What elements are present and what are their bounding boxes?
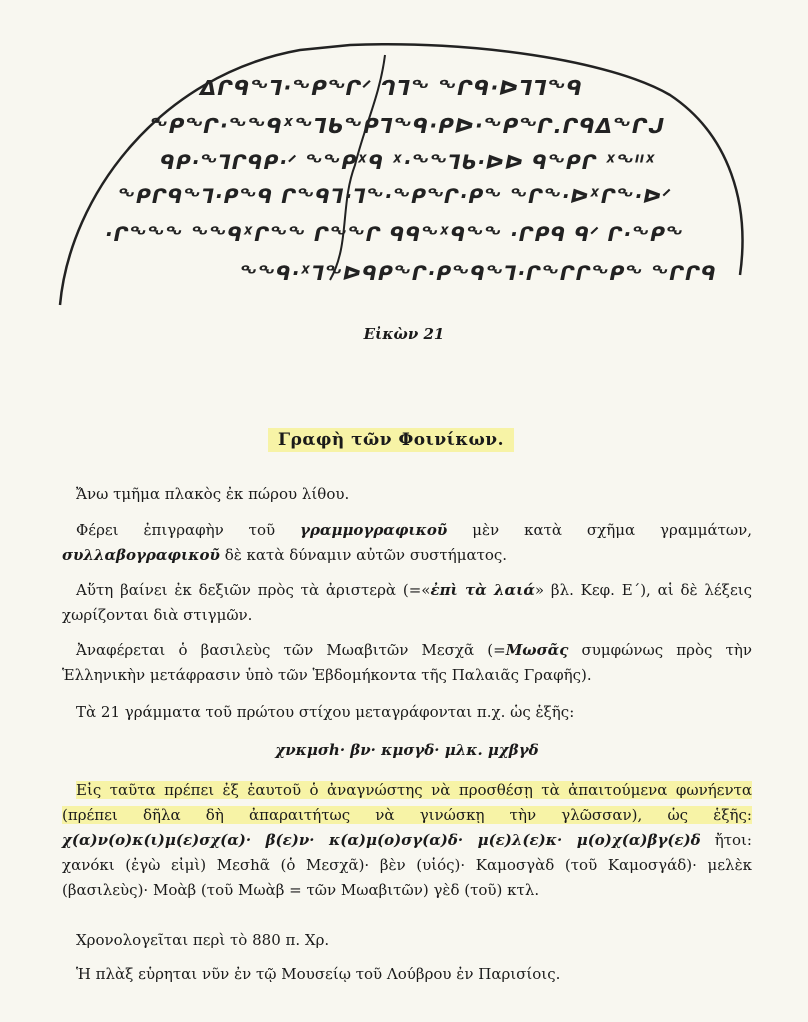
- inscription-line-4: ᖕᑭᒋᑫᖕᒣ·ᑭᖕᑫ ᒋᖕᑫᒣ·ᒣᖕ·ᖕᑭᖏ·ᑭᖕ ᖕᒋᖕ·ᐅᕽᒋᖕ·ᐅᐟ: [118, 184, 672, 208]
- p7-text-a: Εἰς ταῦτα πρέπει ἐξ ἑαυτοῦ ὁ ἀναγνώστης νὰ προσθέσῃ τὰ ἀπαιτούμενα φωνήεντα (πρέπει δῆλα δὴ ἀπαραιτήτως νὰ γινώσκῃ τὴν γλῶσσαν), ὡς ἑξῆς:: [62, 781, 752, 824]
- p3-text-a: Αὕτη βαίνει ἐκ δεξιῶν πρὸς τὰ ἀριστερὰ (=«: [76, 581, 431, 599]
- paragraph-4: [62, 638, 752, 688]
- inscription-line-6: ᖕᖕᑫ·ᕽᒣᖕᐅᑫᑭᖕᒋ·ᑭᖕᑫᖕᒣ·ᒋᖕᒋᒋᖕᑭᖕ ᖕᒋᒋᑫ: [240, 261, 717, 285]
- figure-caption: Εἰκὼν 21: [363, 325, 445, 343]
- p2-term-1: γραμμογραφικοῦ: [300, 521, 448, 539]
- p2-text-b: τοῦ: [248, 521, 276, 539]
- inscription-line-5: ·ᒋᖕᖕᖕ ᖕᖕᑫᕽᒋᖕᖕ ᒋᖕᖕᒋ ᑫᑫᖕᕽᑫᖕᖕ ·ᒋᑭᑫ ᑫᐟ ᒋ·ᖕᑭᖕ: [105, 222, 684, 246]
- p2-text-d: μὲν κατὰ σχῆμα γραμμάτων,: [447, 521, 752, 539]
- paragraph-7: [62, 778, 752, 903]
- paragraph-1: Ἄνω τμῆμα πλακὸς ἐκ πώρου λίθου.: [76, 485, 350, 503]
- p3-term: ἐπὶ τὰ λαιά: [430, 581, 535, 599]
- p4-term: Μωσᾶς: [505, 641, 569, 659]
- p2-text-f: δὲ κατὰ δύναμιν αὐτῶν συστήματος.: [219, 546, 508, 564]
- paragraph-9: Ἡ πλὰξ εὑρηται νῦν ἐν τῷ Μουσείῳ τοῦ Λούβρου ἐν Παρισίοις.: [76, 965, 561, 983]
- section-heading: Γραφὴ τῶν Φοινίκων.: [268, 428, 514, 452]
- inscription-line-2: ᖕᑭᖏ·ᖕᖕᑫᕽᖕᒣᑲᖕᑭᒣᖕᑫ·ᑭᐅ·ᖕᑭᖏ.ᒋᑫᐃᖕᒋᒍ: [150, 114, 666, 138]
- inscription-drawing: [50, 35, 750, 315]
- p4-text-a: Ἀναφέρεται ὁ βασιλεὺς τῶν Μωαβιτῶν Μεσχᾶ (=: [76, 641, 506, 659]
- paragraph-2: [62, 518, 752, 568]
- transliteration-line: χνκμσh· βν· κμσγδ· μλκ. μχβγδ: [275, 741, 539, 759]
- phoenician-inscription-figure: [50, 35, 750, 315]
- paragraph-3: [62, 578, 752, 628]
- p7-vocalized: χ(α)ν(ο)κ(ι)μ(ε)σχ(α)· β(ε)ν· κ(α)μ(ο)σγ(α)δ· μ(ε)λ(ε)κ· μ(ο)χ(α)βγ(ε)δ: [62, 831, 701, 849]
- paragraph-5: Τὰ 21 γράμματα τοῦ πρώτου στίχου μεταγράφονται π.χ. ὡς ἑξῆς:: [76, 703, 575, 721]
- p2-text-a: Φέρει ἐπιγραφὴν: [76, 521, 249, 539]
- p3-text-c: » βλ. Κεφ. Ε΄), αἱ δὲ λέξεις χωρίζονται διὰ στιγμῶν.: [62, 581, 752, 624]
- paragraph-8: Χρονολογεῖται περὶ τὸ 880 π. Χρ.: [76, 931, 330, 949]
- p4-text-c: συμφώνως πρὸς τὴν Ἑλληνικὴν μετάφρασιν ὑπὸ τῶν Ἑβδομήκοντα τῆς Παλαιᾶς Γραφῆς).: [62, 641, 752, 684]
- p2-term-2: συλλαβογραφικοῦ: [62, 546, 220, 564]
- inscription-line-3: ᑫᑭ·ᖕᒣᒋᑫᑭ·ᐟ ᖕᖕᑭᕽᑫ ᕽ·ᖕᖕᒣᑲ·ᐅᐅ ᑫᖕᑭᒋ ᕽᖕᐦᕽ: [160, 150, 657, 174]
- p7-text-c: ἤτοι: χανόκι (ἐγὼ εἰμὶ) Μεσhᾶ (ὁ Μεσχᾶ)· βὲν (υἱός)· Καμοσγὰδ (τοῦ Καμοσγάδ)· μελὲκ (βασιλεὺς)· Μοὰβ (τοῦ Μωὰβ = τῶν Μωαβιτῶν) γὲδ (τοῦ) κτλ.: [62, 831, 752, 899]
- inscription-line-1: ᐃᒋᑫᖕᒣ·ᖕᑭᖏᐟ ᒉᒣᖕ ᖕᒋᑫ·ᐅᒣᒣᖕᑫ: [200, 76, 584, 100]
